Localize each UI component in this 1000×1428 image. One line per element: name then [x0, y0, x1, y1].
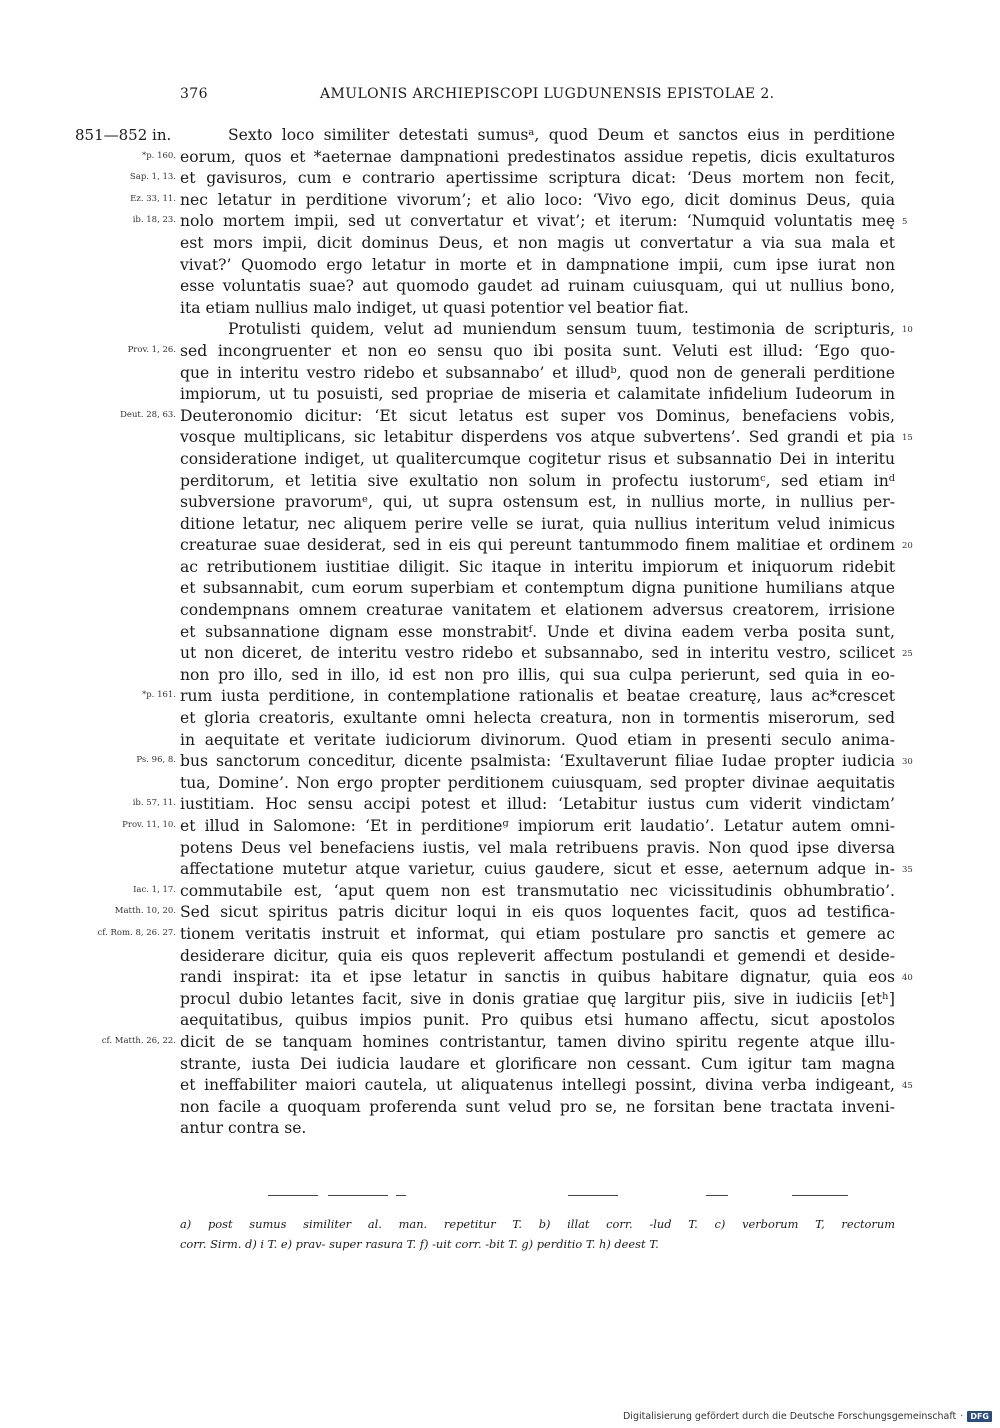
line-text: commutabile est, ‘aput quem non est transmutatio nec vicissitudinis obhumbratio’.: [180, 881, 895, 900]
line-text: ac retributionem iustitiae diligit. Sic itaque in interitu impiorum et iniquorum ridebit: [180, 557, 895, 576]
text-line: [0, 1118, 1000, 1140]
margin-reference: Prov. 11, 10.: [122, 820, 176, 830]
page-header: [180, 86, 895, 106]
text-line: [0, 406, 1000, 428]
footnote-line: corr. Sirm. d) i T. e) prav- super rasura T. f) -uit corr. -bit T. g) perditio T. h) deest T.: [180, 1237, 659, 1251]
line-text: procul dubio letantes facit, sive in donis gratiae quę largitur piis, sive in iudiciis [etʰ]: [180, 989, 895, 1008]
line-text: impiorum, ut tu posuisti, sed propriae de miseria et calamitate infidelium Iudeorum in: [180, 385, 895, 404]
line-text: aequitatibus, quibus impios punit. Pro quibus etsi humano affectu, sicut apostolos: [180, 1011, 895, 1030]
text-line: [0, 514, 1000, 536]
separator-dot: ·: [960, 1411, 964, 1422]
line-text: strante, iusta Dei iudicia laudare et glorificare non cessant. Cum igitur tam magna: [180, 1054, 895, 1073]
text-line: [0, 946, 1000, 968]
running-title: AMULONIS ARCHIEPISCOPI LUGDUNENSIS EPISTOLAE 2.: [320, 86, 775, 102]
line-text: creaturae suae desiderat, sed in eis qui pereunt tantummodo finem malitiae et ordinem: [180, 536, 895, 555]
footnote-line: a) post sumus similiter al. man. repetitur T. b) illat corr. -lud T. c) verborum T, rectorum: [180, 1217, 895, 1231]
text-line: [0, 1032, 1000, 1054]
text-line: [0, 967, 1000, 989]
text-line: [0, 578, 1000, 600]
line-text: ut non diceret, de interitu vestro ridebo et subsannabo, sed in interitu vestro, scilicet: [180, 644, 895, 663]
line-text: potens Deus vel benefaciens iustis, vel mala retribuens pravis. Non quod ipse diversa: [180, 838, 895, 857]
line-number: 45: [902, 1081, 913, 1092]
text-line: [0, 1097, 1000, 1119]
line-text: ditione letatur, nec aliquem perire velle se iurat, quia nullius interitum velud inimicus: [180, 514, 895, 533]
line-text: tionem veritatis instruit et informat, qui etiam postulare pro sanctis et gemere ac: [180, 924, 895, 943]
text-line: [0, 838, 1000, 860]
margin-reference: ib. 57, 11.: [132, 798, 176, 809]
text-line: [0, 773, 1000, 795]
text-line: [0, 665, 1000, 687]
text-line: [0, 816, 1000, 838]
line-text: ita etiam nullius malo indiget, ut quasi potentior vel beatior fiat.: [180, 298, 689, 317]
text-line: [0, 859, 1000, 881]
margin-reference: Ps. 96, 8.: [136, 755, 176, 766]
credit-text: Digitalisierung gefördert durch die Deutsche Forschungsgemeinschaft: [622, 1411, 957, 1422]
text-line: [0, 1054, 1000, 1076]
line-text: non facile a quoquam proferenda sunt velud pro se, ne forsitan bene tractata inveni-: [180, 1097, 895, 1116]
text-line: [0, 924, 1000, 946]
line-text: dicit de se tanquam homines contristantur, tamen divino spiritu regente atque illu-: [180, 1032, 895, 1051]
line-text: in aequitate et veritate iudiciorum divinorum. Quod etiam in presenti seculo anima-: [180, 730, 895, 749]
line-text: randi inspirat: ita et ipse letatur in sanctis in quibus habitare dignatur, quia eos: [180, 968, 895, 987]
text-line: [0, 730, 1000, 752]
line-text: esse voluntatis suae? aut quomodo gaudet ad ruinam cuiusquam, qui ut nullius bono,: [180, 277, 895, 296]
margin-reference: Deut. 28, 63.: [120, 409, 176, 420]
line-text: affectatione mutetur atque varietur, cuius gaudere, sicut et esse, aeternum adque in-: [180, 860, 895, 879]
text-line: [0, 600, 1000, 622]
text-line: [0, 471, 1000, 493]
line-text: que in interitu vestro ridebo et subsannabo’ et illudᵇ, quod non de generali perditione: [180, 363, 895, 382]
text-line: [0, 535, 1000, 557]
text-line: [0, 686, 1000, 708]
line-text: non pro illo, sed in illo, id est non pro illis, qui sua culpa perierunt, sed quia in eo-: [180, 665, 895, 684]
line-text: consideratione indiget, ut qualitercumque cogitetur risus et subsannatio Dei in interitu: [180, 449, 895, 468]
body-text: [0, 125, 1000, 1140]
line-text: vosque multiplicans, sic letabitur disperdens vos atque subvertens’. Sed grandi et pia: [180, 428, 895, 447]
margin-reference: Iac. 1, 17.: [133, 884, 176, 895]
line-text: Protulisti quidem, velut ad muniendum sensum tuum, testimonia de scripturis,: [228, 320, 895, 339]
text-line: [0, 449, 1000, 471]
line-text: est mors impii, dicit dominus Deus, et non magis ut convertatur a via sua mala et: [180, 233, 895, 252]
line-text: Sed sicut spiritus patris dicitur loqui in eis quos loquentes facit, quos ad testifica-: [180, 903, 895, 922]
line-number: 25: [902, 649, 913, 660]
line-text: perditorum, et letitia sive exultatio non solum in profectu iustorumᶜ, sed etiam inᵈ: [180, 471, 895, 490]
line-text: bus sanctorum conceditur, dicente psalmista: ‘Exultaverunt filiae Iudae propter iudicia: [180, 752, 895, 771]
line-text: nec letatur in perditione vivorum’; et alio loco: ‘Vivo ego, dicit dominus Deus, quia: [180, 190, 895, 209]
line-text: rum iusta perditione, in contemplatione rationalis et beatae creaturę, laus ac*crescet: [180, 687, 895, 706]
line-text: desiderare dicitur, quia eis quos repleverit affectum postulandi et gemendi et deside-: [180, 946, 895, 965]
line-text: sed incongruenter et non eo sensu quo ibi posita sunt. Veluti est illud: ‘Ego quo-: [180, 341, 895, 360]
margin-reference: cf. Rom. 8, 26. 27.: [97, 927, 176, 938]
text-line: [0, 298, 1000, 320]
line-text: Deuteronomio dicitur: ‘Et sicut letatus est super vos Dominus, benefaciens vobis,: [180, 406, 895, 425]
footnotes: [180, 1214, 895, 1254]
margin-reference: ib. 18, 23.: [132, 215, 176, 226]
line-number: 20: [902, 541, 913, 552]
line-text: tua, Domine’. Non ergo propter perditionem cuiusquam, sed propter divinae aequitatis: [180, 773, 895, 792]
footer-credit: [623, 1411, 992, 1422]
text-line: [0, 427, 1000, 449]
line-number: 10: [902, 325, 913, 336]
text-line: [0, 168, 1000, 190]
margin-reference: Matth. 10, 20.: [114, 906, 176, 917]
text-line: [0, 190, 1000, 212]
dfg-logo-icon: DFG: [967, 1411, 992, 1422]
text-line: [0, 794, 1000, 816]
line-number: 30: [902, 757, 913, 768]
footnote-separator: [268, 1195, 848, 1197]
line-text: subversione pravorumᵉ, qui, ut supra ostensum est, in nullius morte, in nullius per-: [180, 493, 895, 512]
margin-reference: Ez. 33, 11.: [130, 193, 176, 204]
line-number: 40: [902, 973, 913, 984]
line-text: iustitiam. Hoc sensu accipi potest et illud: ‘Letabitur iustus cum viderit vindictam’: [180, 795, 895, 814]
text-line: [0, 989, 1000, 1011]
margin-reference: cf. Matth. 26, 22.: [101, 1035, 176, 1046]
margin-reference: Prov. 1, 26.: [127, 344, 176, 355]
text-line: [0, 708, 1000, 730]
text-line: [0, 384, 1000, 406]
line-text: condempnans omnem creaturae vanitatem et elationem adversus creatorem, irrisione: [180, 601, 895, 620]
text-line: [0, 622, 1000, 644]
text-line: [0, 751, 1000, 773]
line-text: eorum, quos et *aeternae dampnationi predestinatos assidue repetis, dicis exultaturos: [180, 147, 895, 166]
text-line: [0, 363, 1000, 385]
text-line: [0, 319, 1000, 341]
line-number: 15: [902, 433, 913, 444]
text-line: [0, 557, 1000, 579]
line-number: 5: [902, 217, 908, 228]
text-line: [0, 492, 1000, 514]
line-text: Sexto loco similiter detestati sumusᵃ, quod Deum et sanctos eius in perditione: [228, 126, 895, 144]
page-number: 376: [180, 86, 208, 102]
text-line: [0, 276, 1000, 298]
line-number: 35: [902, 865, 913, 876]
text-line: [0, 1075, 1000, 1097]
line-text: nolo mortem impii, sed ut convertatur et vivat’; et iterum: ‘Numquid voluntatis meę: [180, 212, 895, 231]
line-text: et ineffabiliter maiori cautela, ut aliquatenus intellegi possint, divina verba indigeant,: [180, 1076, 895, 1095]
text-line: [0, 233, 1000, 255]
line-text: et illud in Salomone: ‘Et in perditioneᵍ impiorum erit laudatio’. Letatur autem omni-: [180, 817, 895, 835]
line-text: et subsannabit, cum eorum superbiam et contemptum digna punitione humilians atque: [180, 579, 895, 598]
line-text: et subsannatione dignam esse monstrabitᶠ. Unde et divina eadem verba posita sunt,: [180, 622, 895, 641]
text-line: [0, 881, 1000, 903]
line-text: et gavisuros, cum e contrario apertissime scriptura dicat: ‘Deus mortem non fecit,: [180, 169, 895, 188]
text-line: [0, 125, 1000, 147]
text-line: [0, 341, 1000, 363]
text-line: [0, 147, 1000, 169]
line-text: antur contra se.: [180, 1119, 307, 1138]
text-line: [0, 643, 1000, 665]
line-text: et gloria creatoris, exultante omni helecta creatura, non in tormentis miserorum, sed: [180, 709, 895, 728]
text-line: [0, 902, 1000, 924]
text-line: [0, 255, 1000, 277]
margin-reference: Sap. 1, 13.: [129, 172, 176, 183]
text-line: [0, 211, 1000, 233]
line-text: vivat?’ Quomodo ergo letatur in morte et in dampnatione impii, cum ipse iurat non: [180, 255, 895, 274]
margin-reference: *p. 160.: [141, 150, 176, 161]
text-line: [0, 1010, 1000, 1032]
date-label: 851—852 in.: [75, 126, 172, 144]
margin-reference: *p. 161.: [141, 690, 176, 701]
